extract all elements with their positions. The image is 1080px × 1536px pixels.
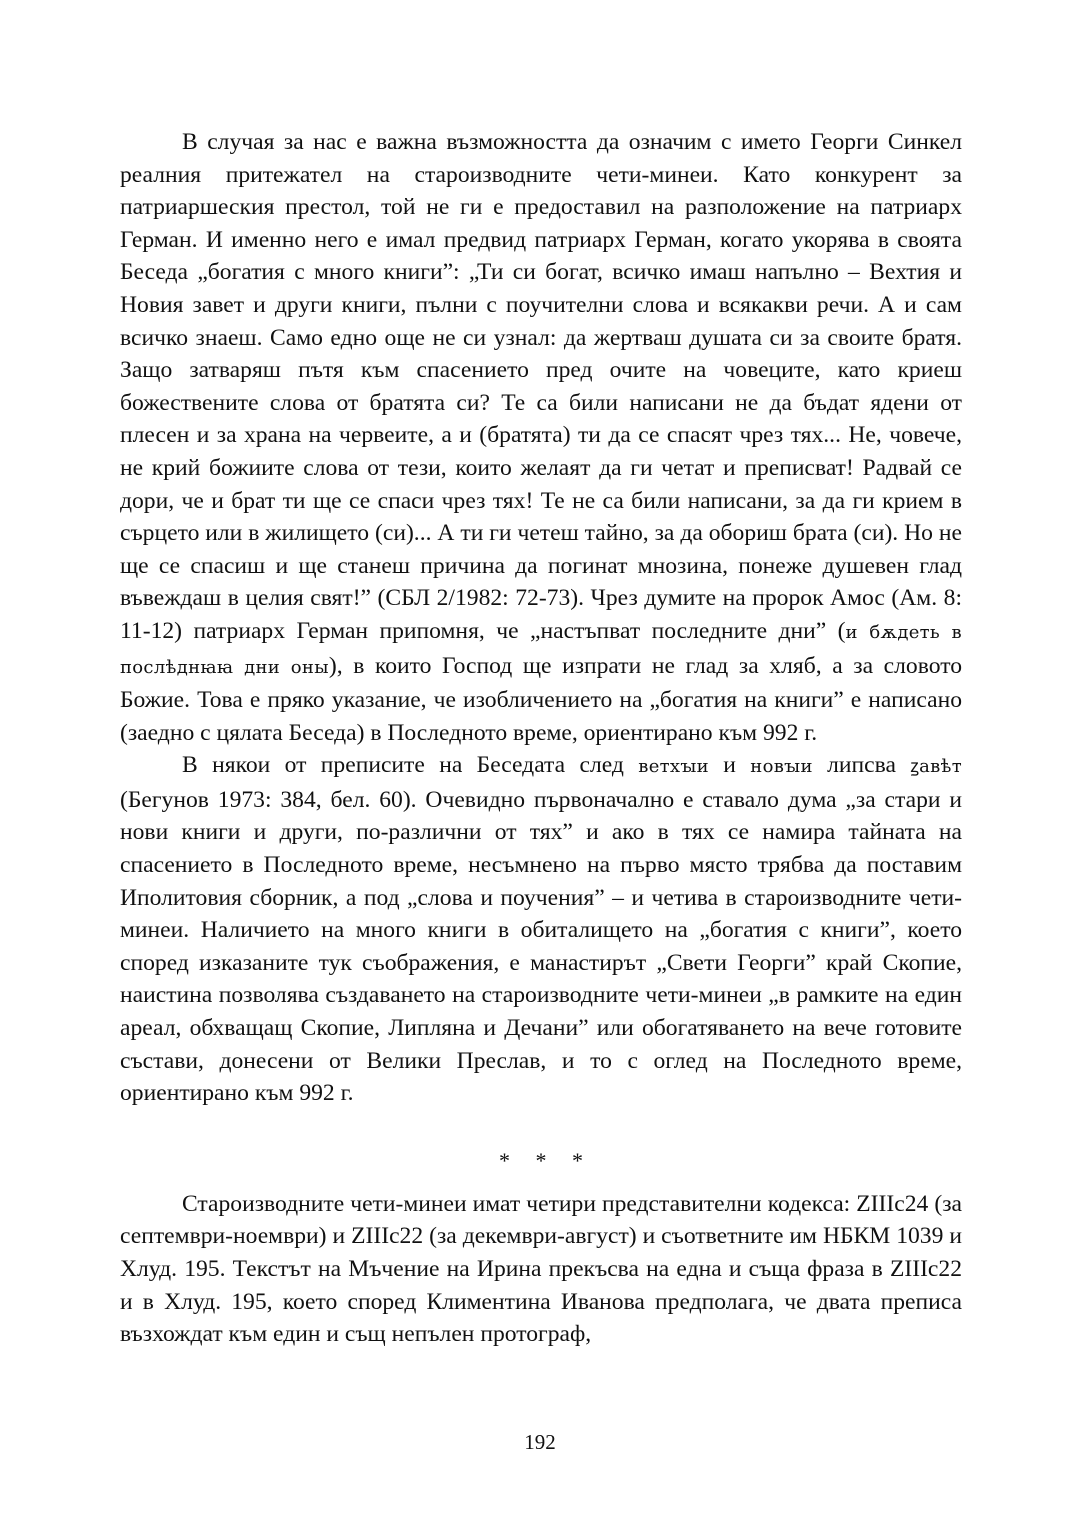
old-word-zavet: ꙁавѣт [910,756,962,778]
paragraph-3: Староизводните чети-минеи имат четири представителни кодекса: ZIIIc24 (за септември-ноември) и ZIIIc22 (за декември-август) и съответните им НБКМ 1039 и Хлуд. 195. Текстът на Мъчение на Ирина прекъсва на една и съща фраза в ZIIIc22 и в Хлуд. 195, което според Климентина Иванова предполага, че двата преписа възхождат към един и същ непълен протограф, [120,1190,962,1348]
page-number: 192 [524,1430,556,1454]
old-word-novyi: новꙑи [750,756,813,778]
paragraph-2-text-b: липсва [812,752,911,779]
paragraph-2 [120,749,962,1110]
paragraph-1-text-a: В случая за нас е важна възможността да означим с името Георги Синкел реалния притежател на староизводните чети-минеи. Като конкурент за патриаршеския престол, той не ги е предоставил на разположение на патриарх Герман. И именно него е имал предвид патриарх Герман, когато укорява в своята Беседа „богатия с много книги”: „Ти си богат, всичко имаш напълно – Вехтия и Новия завет и други книги, пълни с поучителни слова и всякакви речи. А и сам всичко знаеш. Само едно още не си узнал: да жертваш душата си за своите братя. Защо затваряш пътя към спасението пред очите на човеците, като криеш божествените слова от братята си? Те са били написани не да бъдат ядени от плесен и за храна на червеите, а и (братята) ти да се спасят чрез тях... Не, човече, не крий божиите слова от тези, които желаят да ги четат и преписват! Радвай се дори, че и брат ти ще се спаси чрез тях! Те не са били написани, за да ги крием в сърцето или в жилището (си)... А ти ги четеш тайно, за да обориш брата (си). Но не ще се спасиш и ще станеш причина да погинат мнозина, понеже душевен глад въвеждаш в целия свят!” (СБЛ 2/1982: 72-73). Чрез думите на пророк Амос (Ам. 8: 11-12) патриарх Герман припомня, че „настъпват последните дни” ( [120,129,962,644]
paragraph-2-conj: и [708,752,751,779]
old-word-vethyi: ветхꙑи [638,756,709,778]
section-separator: * * * [499,1147,593,1173]
page-body [120,126,962,1351]
paragraph-1-text-b: ), в които Господ ще изпрати не глад за хляб, а за словото Божие. Това е пряко указание, че изобличението на „богатия на книги” е написано (заедно с цялата Беседа) в Последното време, ориентирано към 992 г. [120,652,962,746]
old-bulgarian-quote: и бѫдеть в послѣднꙗꙗ дни оны [120,621,962,678]
paragraph-2-text-c: (Бегунов 1973: 384, бел. 60). Очевидно първоначално е ставало дума „за стари и нови книги и други, по-различни от тях” и ако в тях се намира тайната на спасението в Последното време, несъмнено на първо място трябва да поставим Иполитовия сборник, а под „слова и поучения” – и четива в староизводните чети-минеи. Наличието на много книги в обиталището на „богатия с книги”, което според изказаните тук съображения, е манастирът „Свети Георги” край Скопие, наистина позволява създаването на староизводните чети-минеи „в рамките на един ареал, обхващащ Скопие, Липляна и Дечани” или обогатяването на вече готовите състави, донесени от Велики Преслав, и то с оглед на Последното време, ориентирано към 992 г. [120,786,962,1107]
paragraph-2-text-a: В някои от преписите на Беседата след [182,752,639,779]
paragraph-1 [120,126,962,749]
